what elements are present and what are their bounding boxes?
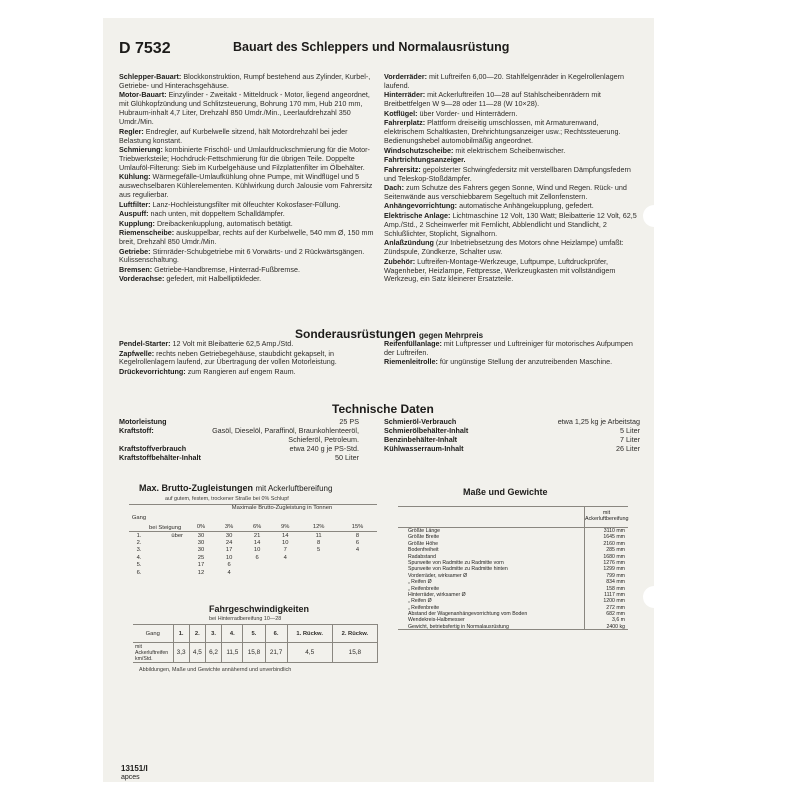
spec-label: Fahrerplatz: xyxy=(384,118,426,128)
tech-row xyxy=(119,454,359,463)
spec-text: nach unten, mit doppeltem Schalldämpfer. xyxy=(150,209,285,219)
masse-value: 3,6 m xyxy=(584,617,628,623)
tech-label: Benzinbehälter-Inhalt xyxy=(384,434,458,444)
zug-cell xyxy=(299,562,338,570)
masse-label: Gewicht, betriebsfertig in Normalausrüstung xyxy=(408,623,509,630)
masse-value: 3110 mm xyxy=(584,528,628,534)
zug-cell: 30 xyxy=(225,532,233,539)
masse-value: 2160 mm xyxy=(584,541,628,547)
zug-cell: 6 xyxy=(227,562,231,569)
zug-cell: 17 xyxy=(225,547,233,554)
spec-text: gepolsterter Schwingfedersitz mit verstellbaren Dämpfungsfedern und Teleskop-Stoßdämpfer. xyxy=(384,164,631,183)
zug-header-cell: 6% xyxy=(252,523,262,530)
tech-value: 25 PS xyxy=(339,417,359,426)
masse-label: „ Reifen Ø xyxy=(408,598,432,605)
spec-entry xyxy=(119,73,375,91)
zug-cell xyxy=(243,569,271,577)
zug-row xyxy=(129,562,377,570)
masse-label: Größte Länge xyxy=(408,528,441,534)
spec-label: Dach: xyxy=(384,183,404,193)
masse-value: 1680 mm xyxy=(584,554,628,560)
geschw-header-cell: 2. xyxy=(189,625,205,643)
geschw-header-cell: 1. Rückw. xyxy=(287,625,332,643)
spec-label: Anlaßzündung xyxy=(384,238,434,248)
spec-text: mit Luftreifen 6,00—20. Stahlfelgenräder in Kegelrollenlagern laufend. xyxy=(384,72,624,90)
spec-text: für ungünstige Stellung der anzutreibenden Maschine. xyxy=(439,357,613,367)
zug-steigung xyxy=(149,554,187,562)
zug-header-cell: 3% xyxy=(224,523,234,530)
zug-cell: 17 xyxy=(197,562,205,569)
tech-row xyxy=(384,445,640,454)
masse-value: 158 mm xyxy=(584,586,628,592)
zug-steigung xyxy=(149,569,187,577)
sonder-right-column xyxy=(384,340,640,368)
zug-steigung xyxy=(149,539,187,547)
spec-label: Kühlung: xyxy=(119,172,151,182)
spec-text: Plattform dreiseitig umschlossen, mit Armaturenwand, elektrischem Schaltkasten, Drehrichtungsanzeiger usw.; Rechtssteuerung. Bedienungshebel automobilmäßig angeordnet. xyxy=(384,118,621,146)
spec-label: Windschutzscheibe: xyxy=(384,145,454,155)
zug-row xyxy=(129,554,377,562)
geschwindigkeit-table xyxy=(133,624,378,663)
masse-label: Bodenfreiheit xyxy=(408,547,439,554)
spec-label: Fahrersitz: xyxy=(384,164,421,174)
zug-cell: 24 xyxy=(225,539,233,546)
zug-steigung xyxy=(149,547,187,555)
geschw-cell: 6,2 xyxy=(205,643,221,663)
spec-text: Luftreifen-Montage-Werkzeuge, Luftpumpe, Luftdruckprüfer, Wagenheber, Heizlampe, Fettpresse, Werkzeugkasten mit vollständigem Werkzeug, ein Satz kleinerer Ersatzteile. xyxy=(384,256,616,284)
spec-text: über Vorder- und Hinterrädern. xyxy=(419,108,518,118)
spec-entry xyxy=(119,229,375,247)
zug-cell: 8 xyxy=(317,539,321,546)
tech-label: Schmierölbehälter-Inhalt xyxy=(384,425,469,435)
masse-value: 1645 mm xyxy=(584,534,628,540)
masse-label: Wendekreis-Halbmesser xyxy=(408,617,465,624)
tech-label: Kraftstoff: xyxy=(119,425,154,435)
zug-cell: 30 xyxy=(197,532,205,539)
masse-label: Größte Breite xyxy=(408,534,440,541)
zug-gang: 4. xyxy=(136,554,142,561)
geschw-header-cell: 4. xyxy=(222,625,243,643)
spec-entry xyxy=(384,91,640,109)
zugleistung-heading xyxy=(139,483,332,493)
spec-text: Wärmegefälle-Umlaufkühlung ohne Pumpe, mit Windflügel und 5 auswechselbaren Kühlerelementen. Kühlwirkung durch Jalousie vom Fahrersitz aus regulierbar. xyxy=(119,172,373,200)
spec-label: Anhängevorrichtung: xyxy=(384,201,458,211)
zug-header-cell: 12% xyxy=(312,523,325,530)
zugleistung-subtitle: auf gutem, festem, trockener Straße bei 0% Schlupf xyxy=(165,496,289,502)
zug-cell: 6 xyxy=(355,539,360,546)
spec-text: zum Schutze des Fahrers gegen Sonne, Wind und Regen. Rück- und Seitenwände aus verschiebbarem Segeltuch mit Zellonfenstern. xyxy=(384,183,627,201)
zug-cell: 5 xyxy=(317,547,321,554)
spec-entry xyxy=(119,275,375,284)
zug-cell: 10 xyxy=(281,539,289,546)
zug-gang: 5. xyxy=(136,562,142,569)
punch-hole-top xyxy=(643,205,665,227)
zug-cell xyxy=(299,569,338,577)
masse-label: Spurweite von Radmitte zu Radmitte vorn xyxy=(408,559,504,566)
geschw-header-cell: 3. xyxy=(205,625,221,643)
document-heading: Bauart des Schleppers und Normalausrüstung xyxy=(233,40,510,54)
spec-label: Pendel-Starter: xyxy=(119,339,171,348)
tech-value: 5 Liter xyxy=(620,425,640,435)
spec-text: 12 Volt mit Bleibatterie 62,5 Amp./Std. xyxy=(172,339,294,348)
spec-entry xyxy=(384,340,640,358)
spec-label: Hinterräder: xyxy=(384,90,426,100)
spec-entry xyxy=(119,146,375,173)
tech-label: Kühlwasserraum-Inhalt xyxy=(384,443,464,453)
zug-cell: 11 xyxy=(315,532,322,539)
zug-header-cell: 0% xyxy=(196,523,206,530)
tech-label: Schmieröl-Verbrauch xyxy=(384,417,457,426)
specs-left-column xyxy=(119,73,375,285)
masse-row xyxy=(398,624,628,630)
masse-col-header: mit Ackerluftbereifung xyxy=(584,507,628,527)
zug-cell xyxy=(271,562,299,570)
masse-value: 834 mm xyxy=(584,579,628,585)
zug-cell xyxy=(338,562,377,570)
footer-code: 13151/I xyxy=(121,764,148,773)
spec-label: Schlepper-Bauart: xyxy=(119,72,182,81)
masse-label: „ Reifen Ø xyxy=(408,579,432,586)
geschw-col-gang: Gang xyxy=(133,625,173,643)
zugleistung-title: Max. Brutto-Zugleistungen xyxy=(139,483,253,493)
spec-entry xyxy=(384,212,640,239)
spec-entry xyxy=(119,128,375,146)
geschw-header-cell: 1. xyxy=(173,625,189,643)
geschwindigkeit-heading: Fahrgeschwindigkeiten xyxy=(209,604,310,614)
masse-value: 1276 mm xyxy=(584,560,628,566)
masse-value: 1117 mm xyxy=(584,592,628,598)
masse-label: Hinterräder, wirksamer Ø xyxy=(408,591,466,598)
zug-cell xyxy=(338,569,377,577)
spec-label: Vorderräder: xyxy=(384,72,428,81)
zug-cell: 10 xyxy=(225,554,233,561)
geschw-cell: 15,8 xyxy=(332,643,377,663)
spec-entry xyxy=(119,350,375,368)
zug-cell: 25 xyxy=(197,554,205,561)
spec-text: Stirnräder-Schubgetriebe mit 6 Vorwärts- und 2 Rückwärtsgängen. Kulissenschaltung. xyxy=(119,246,365,265)
tech-value: 26 Liter xyxy=(616,443,640,453)
specs-right-column xyxy=(384,73,640,285)
spec-entry xyxy=(384,258,640,285)
spec-label: Zubehör: xyxy=(384,256,416,266)
tech-value: 7 Liter xyxy=(620,434,640,444)
spec-text: Einzylinder - Zweitakt - Mitteldruck - Motor, liegend angeordnet, mit Glühkopfzündung und Schlitzsteuerung, Bohrung 170 mm, Hub 210 mm, Hubraum-inhalt 4,7 Liter, Drehzahl 850 Umdr./Min., Leerlaufdrehzahl 350 Umdr./Min. xyxy=(119,90,370,127)
zug-col-gang: Gang xyxy=(131,515,147,521)
geschw-cell: 11,5 xyxy=(222,643,243,663)
zug-cell xyxy=(299,554,338,562)
geschw-header-cell: 5. xyxy=(243,625,265,643)
zug-gang: 2. xyxy=(136,539,142,546)
spec-text: rechts neben Getriebegehäuse, staubdicht gekapselt, in Kegelrollenlagern laufend, zur Übertragung der vollen Motorleistung. xyxy=(119,348,337,367)
spec-text: Endregler, auf Kurbelwelle sitzend, hält Motordrehzahl bei jeder Belastung konstant. xyxy=(119,126,348,145)
geschw-cell: 21,7 xyxy=(265,643,287,663)
spec-label: Drückevorrichtung: xyxy=(119,366,186,376)
spec-label: Riemenleitrolle: xyxy=(384,357,438,367)
tech-value: Gasöl, Dieselöl, Paraffinöl, Braunkohlenteeröl, Schieferöl, Petroleum. xyxy=(212,425,359,444)
spec-label: Zapfwelle: xyxy=(119,348,155,358)
tech-label: Kraftstoffverbrauch xyxy=(119,443,187,453)
zug-col-group: Maximale Brutto-Zugleistung in Tonnen xyxy=(231,505,333,511)
technische-heading: Technische Daten xyxy=(332,402,434,416)
tech-value: 50 Liter xyxy=(335,452,359,462)
spec-label: Reifenfüllanlage: xyxy=(384,339,442,348)
masse-value: 285 mm xyxy=(584,547,628,553)
spec-label: Motor-Bauart: xyxy=(119,90,167,100)
zug-cell: 14 xyxy=(253,539,261,546)
tech-label: Kraftstoffbehälter-Inhalt xyxy=(119,452,201,462)
zug-gang: 3. xyxy=(136,547,142,554)
geschw-row-label: mit Ackerluftreifen km/Std. xyxy=(133,643,173,663)
zug-cell: 14 xyxy=(281,532,289,539)
masse-label: Radabstand xyxy=(408,553,436,560)
masse-value: 272 mm xyxy=(584,605,628,611)
document-sheet xyxy=(103,18,654,782)
spec-label: Schmierung: xyxy=(119,145,163,155)
tech-label: Motorleistung xyxy=(119,417,167,426)
zug-cell: 6 xyxy=(255,554,259,561)
zugleistung-title-suffix: mit Ackerluftbereifung xyxy=(255,484,333,493)
zug-row xyxy=(129,569,377,577)
spec-label: Riemenscheibe: xyxy=(119,228,175,238)
spec-text: mit Luftpresser und Luftreiniger für motorisches Aufpumpen der Luftreifen. xyxy=(384,339,633,357)
masse-value: 1299 mm xyxy=(584,566,628,572)
spec-text: Dreibackenkupplung, automatisch betätigt. xyxy=(156,218,293,228)
technische-right-column xyxy=(384,418,640,454)
zug-header-cell: 9% xyxy=(281,523,290,530)
zug-cell: 4 xyxy=(283,554,287,561)
spec-label: Fahrtrichtungsanzeiger. xyxy=(384,155,466,165)
masse-value: 1200 mm xyxy=(584,598,628,604)
spec-text: Blockkonstruktion, Rumpf bestehend aus Zylinder, Kurbel-, Getriebe- und Hinterachsgehäuse. xyxy=(119,72,371,90)
tech-value: etwa 240 g je PS-Std. xyxy=(289,443,359,453)
geschw-header-cell: 2. Rückw. xyxy=(332,625,377,643)
spec-text: kombinierte Frischöl- und Umlaufdruckschmierung für die Motor-Triebwerksteile; Hochdruck-Fettschmierung für die übrigen Teile. Doppelte Umlauföl-Filterung: Sieb im Kurbelgehäuse und Filzplattenfilter im Ölbehälter. xyxy=(119,145,370,172)
masse-table xyxy=(398,506,628,630)
technische-left-column xyxy=(119,418,359,463)
spec-text: automatische Anhängekupplung, gefedert. xyxy=(459,201,594,211)
tech-row xyxy=(119,427,359,445)
geschw-cell: 3,3 xyxy=(173,643,189,663)
sonder-subtitle: gegen Mehrpreis xyxy=(419,331,484,340)
masse-value: 682 mm xyxy=(584,611,628,617)
spec-entry xyxy=(384,358,640,367)
footer-mark: apces xyxy=(121,774,140,781)
masse-label: „ Reifenbreite xyxy=(408,604,440,611)
spec-text: gefedert, mit Halbelliptikfeder. xyxy=(166,274,262,284)
spec-label: Luftfilter: xyxy=(119,199,151,209)
zug-cell: 12 xyxy=(197,569,205,576)
spec-entry xyxy=(384,239,640,257)
zug-cell: 30 xyxy=(197,539,205,546)
spec-text: zum Rangieren auf engem Raum. xyxy=(187,366,296,376)
zug-gang: 6. xyxy=(136,569,142,576)
spec-entry xyxy=(119,173,375,200)
spec-label: Vorderachse: xyxy=(119,274,165,284)
zug-col-steigung: bei Steigung xyxy=(149,525,182,531)
spec-entry xyxy=(119,91,375,127)
spec-label: Regler: xyxy=(119,126,144,136)
spec-label: Elektrische Anlage: xyxy=(384,210,451,220)
spec-text: mit elektrischem Scheibenwischer. xyxy=(455,145,566,155)
sonder-title: Sonderausrüstungen xyxy=(295,327,416,341)
zugleistung-table xyxy=(129,504,377,577)
spec-text: Lichtmaschine 12 Volt, 130 Watt; Bleibatterie 12 Volt, 62,5 Amp./Std., 2 Scheinwerfer mit Fernlicht, Abblendlicht und Standlicht, 2 Schlußlichter, Stoplicht, Signalhorn. xyxy=(384,210,637,238)
spec-text: Lanz-Hochleistungsfilter mit ölfeuchter Kokosfaser-Füllung. xyxy=(152,199,341,209)
zug-gang: 1. xyxy=(136,532,142,539)
zug-cell: 10 xyxy=(253,547,261,554)
spec-text: mit Ackerluftreifen 10—28 auf Stahlscheibenrädern mit Breitbettfelgen W 9—28 oder 11—28 (W 10×28). xyxy=(384,90,601,109)
spec-entry xyxy=(384,166,640,184)
geschw-header-cell: 6. xyxy=(265,625,287,643)
zug-steigung xyxy=(149,562,187,570)
zug-header-cell: 15% xyxy=(351,523,364,530)
geschw-cell: 15,8 xyxy=(243,643,265,663)
spec-entry xyxy=(384,119,640,146)
masse-value: 2400 kg xyxy=(584,624,628,629)
document-number: D 7532 xyxy=(119,40,171,57)
zug-cell xyxy=(243,562,271,570)
masse-heading: Maße und Gewichte xyxy=(463,487,548,497)
tech-value: etwa 1,25 kg je Arbeitstag xyxy=(557,417,640,426)
zug-cell xyxy=(338,554,377,562)
masse-value: 799 mm xyxy=(584,573,628,579)
geschw-cell: 4,5 xyxy=(189,643,205,663)
zug-steigung: über xyxy=(171,532,183,539)
spec-entry xyxy=(384,73,640,91)
masse-label: Vorderräder, wirksamer Ø xyxy=(408,572,468,579)
zug-cell: 21 xyxy=(253,532,261,539)
zug-row xyxy=(129,539,377,547)
sonder-left-column xyxy=(119,340,375,377)
zug-cell: 8 xyxy=(355,532,360,539)
zug-cell: 4 xyxy=(355,547,360,554)
zug-cell: 30 xyxy=(197,547,205,554)
punch-hole-bottom xyxy=(643,586,665,608)
spec-entry xyxy=(119,368,375,377)
geschwindigkeit-subtitle: bei Hinterradbereifung 10—28 xyxy=(209,616,282,622)
zug-cell: 4 xyxy=(227,569,231,576)
zug-row xyxy=(129,532,377,540)
spec-text: Getriebe-Handbremse, Hinterrad-Fußbremse. xyxy=(154,264,300,274)
spec-text: auskuppelbar, rechts auf der Kurbelwelle, 540 mm Ø, 150 mm breit, Drehzahl 850 Umdr./Min. xyxy=(119,228,374,247)
geschw-cell: 4,5 xyxy=(287,643,332,663)
spec-entry xyxy=(119,248,375,266)
masse-label: Abstand der Wagenanhängevorrichtung vom Boden xyxy=(408,611,528,618)
spec-text: (zur Inbetriebsetzung des Motors ohne Heizlampe) umfaßt: Zündspule, Zündkerze, Schalter usw. xyxy=(384,238,624,257)
masse-label: Spurweite von Radmitte zu Radmitte hinten xyxy=(408,566,508,573)
spec-entry xyxy=(384,184,640,202)
zug-row xyxy=(129,547,377,555)
spec-label: Kupplung: xyxy=(119,218,155,228)
spec-label: Bremsen: xyxy=(119,264,153,274)
footnote: Abbildungen, Maße und Gewichte annähernd und unverbindlich xyxy=(139,667,292,673)
zug-cell xyxy=(271,569,299,577)
zug-cell: 7 xyxy=(283,547,287,554)
spec-label: Getriebe: xyxy=(119,246,151,256)
spec-label: Kotflügel: xyxy=(384,108,418,118)
spec-label: Auspuff: xyxy=(119,209,149,219)
masse-label: Größte Höhe xyxy=(408,540,438,547)
masse-label: „ Reifenbreite xyxy=(408,585,440,592)
